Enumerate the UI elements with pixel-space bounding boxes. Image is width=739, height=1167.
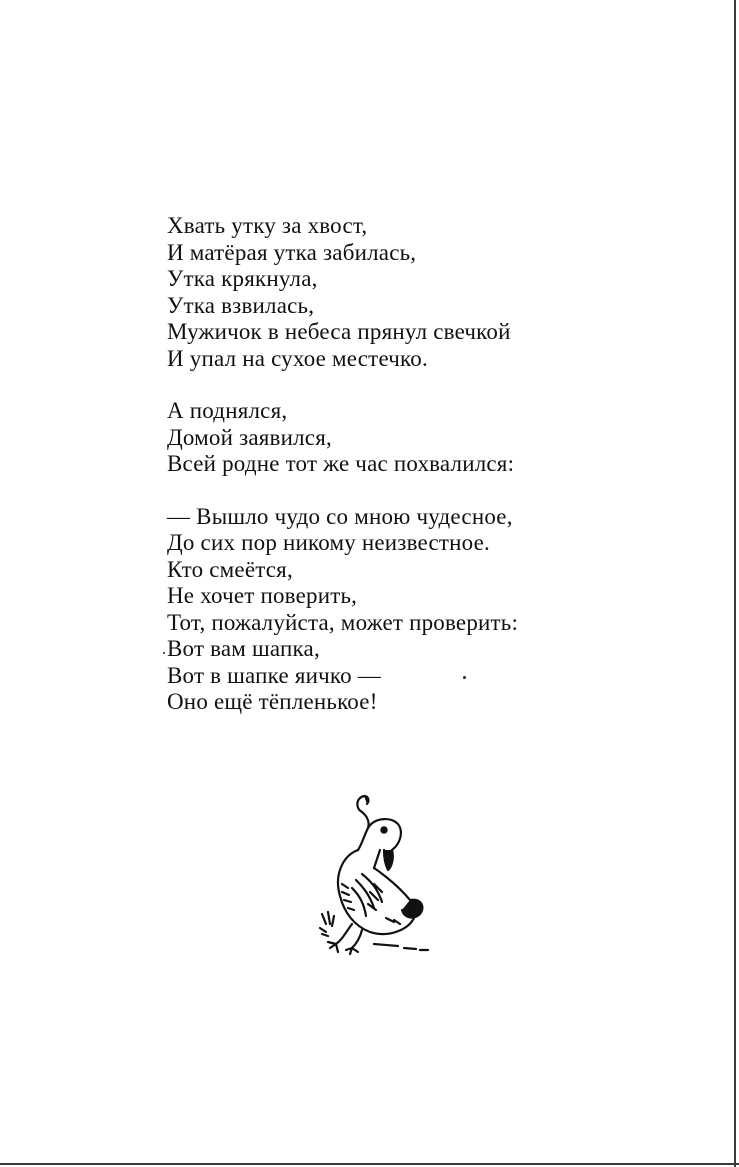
poem-text bbox=[167, 213, 607, 716]
stanza-2 bbox=[167, 398, 607, 478]
poem-line: Оно ещё тёпленькое! bbox=[167, 689, 378, 714]
poem-line: Не хочет поверить, bbox=[167, 583, 358, 608]
poem-line: — Вышло чудо со мною чудесное, bbox=[167, 503, 513, 529]
page-edge-right bbox=[734, 0, 736, 1167]
poem-line: Всей родне тот же час похвалился: bbox=[167, 451, 515, 476]
poem-line: Мужичок в небеса прянул свечкой bbox=[167, 319, 511, 344]
ink-speck bbox=[463, 676, 466, 679]
poem-line: Хвать утку за хвост, bbox=[167, 213, 368, 238]
poem-line: Вот в шапке яичко — bbox=[167, 662, 381, 688]
poem-line: Вот вам шапка, bbox=[167, 636, 320, 661]
stanza-1 bbox=[167, 213, 607, 372]
poem-line: И упал на сухое местечко. bbox=[167, 345, 428, 371]
poem-line: И матёрая утка забилась, bbox=[167, 239, 417, 265]
poem-line: А поднялся, bbox=[167, 398, 288, 423]
poem-line: Утка взвилась, bbox=[167, 292, 315, 318]
poem-line: Утка крякнула, bbox=[167, 266, 318, 291]
ink-speck bbox=[163, 652, 165, 654]
page-edge-bottom bbox=[0, 1163, 739, 1165]
stanza-3 bbox=[167, 504, 607, 716]
poem-line: Домой заявился, bbox=[167, 424, 332, 450]
poem-line: Кто смеётся, bbox=[167, 556, 293, 582]
poem-line: До сих пор никому неизвестное. bbox=[167, 530, 490, 555]
duck-illustration-icon bbox=[312, 792, 436, 958]
poem-line: Тот, пожалуйста, может проверить: bbox=[167, 609, 519, 635]
